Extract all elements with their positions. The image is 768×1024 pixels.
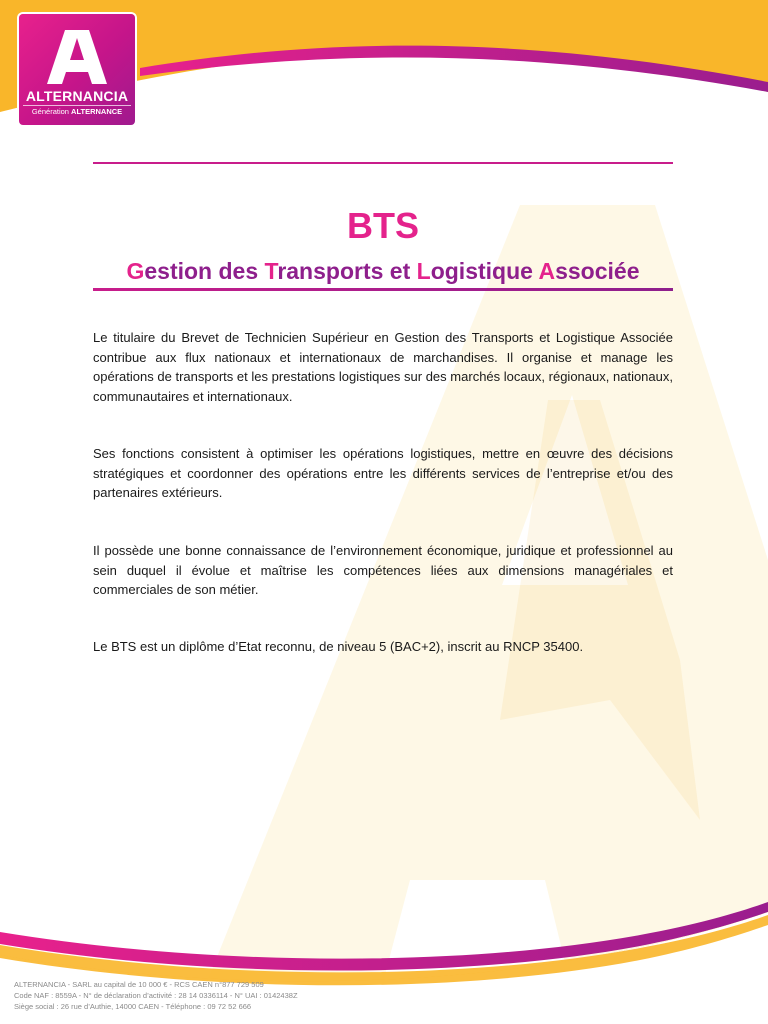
subtitle-part-2: ransports et	[277, 258, 417, 284]
footer-line-naf: Code NAF : 8559A - N° de déclaration d’activité : 28 14 0336114 - N° UAI : 0142438Z	[14, 991, 298, 1000]
logo-name: ALTERNANCIA	[25, 88, 129, 104]
paragraph-functions: Ses fonctions consistent à optimiser les opérations logistiques, mettre en œuvre des décisions stratégiques et coordonner des opérations entre les différents services de l’entreprise et/ou des partenaires extérieurs.	[93, 446, 673, 500]
subtitle-part-4: ssociée	[555, 258, 640, 284]
logo-letter-a-icon	[19, 24, 135, 88]
legal-footer	[14, 979, 574, 1012]
paragraph-knowledge: Il possède une bonne connaissance de l’environnement économique, juridique et professionnel au sein duquel il évolue et maîtrise les compétences liées aux dimensions managériales et commerciales de son métier.	[93, 543, 673, 597]
top-divider	[93, 162, 673, 164]
subtitle-part-1: estion des	[144, 258, 265, 284]
subtitle-part-3: ogistique	[430, 258, 539, 284]
paragraph-intro: Le titulaire du Brevet de Technicien Supérieur en Gestion des Transports et Logistique Associée contribue aux flux nationaux et internationaux de marchandises. Il organise et manage les opérations de transports et les prestations logistiques sur des marchés locaux, régionaux, nationaux, communautaires et internationaux.	[93, 330, 673, 404]
footer-line-company: ALTERNANCIA - SARL au capital de 10 000 € - RCS CAEN n°877 729 509	[14, 980, 264, 989]
page-title: BTS	[347, 205, 419, 246]
title-underline	[93, 288, 673, 291]
page-subtitle	[93, 255, 673, 287]
subtitle-initial-t: T	[264, 258, 278, 284]
paragraph-diploma: Le BTS est un diplôme d’Etat reconnu, de niveau 5 (BAC+2), inscrit au RNCP 35400.	[93, 639, 584, 654]
logo-tagline-bold: ALTERNANCE	[71, 107, 123, 116]
footer-line-address: Siège social : 26 rue d’Authie, 14000 CAEN - Téléphone : 09 72 52 666	[14, 1002, 252, 1011]
logo-tagline	[23, 105, 131, 116]
subtitle-initial-l: L	[416, 258, 431, 284]
alternancia-logo	[19, 14, 135, 125]
subtitle-initial-g: G	[126, 258, 145, 284]
subtitle-initial-a: A	[538, 258, 556, 284]
logo-tagline-light: Génération	[31, 107, 72, 116]
